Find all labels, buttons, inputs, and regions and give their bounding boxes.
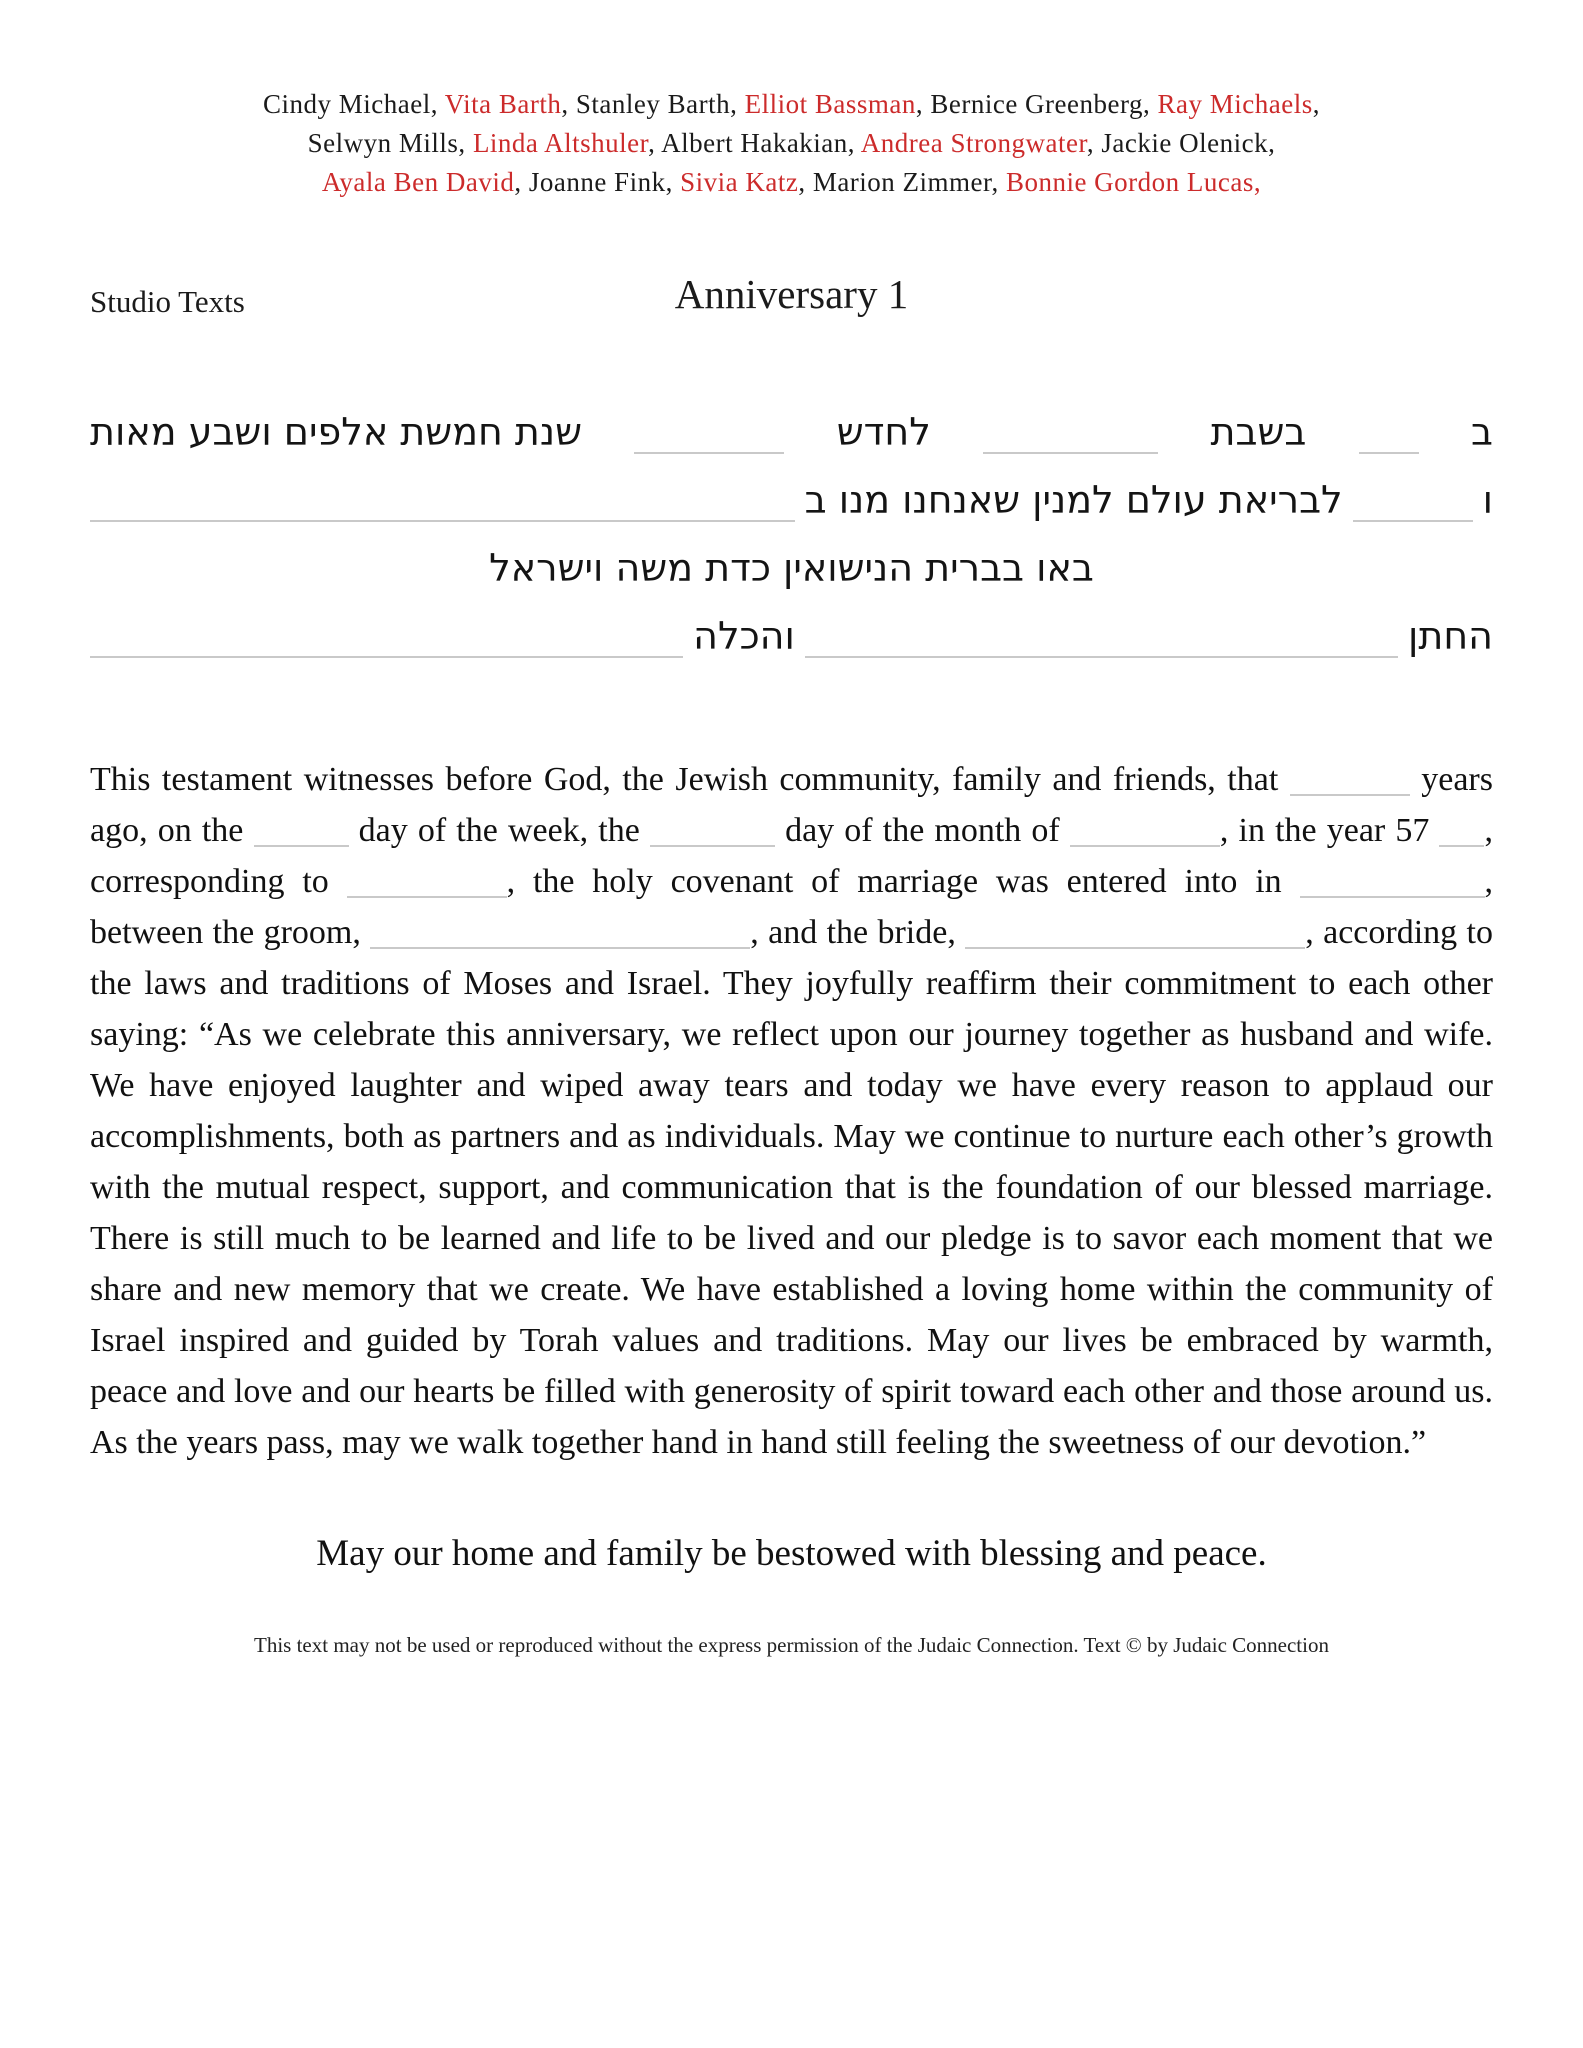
studio-texts-label: Studio Texts: [90, 284, 245, 320]
fill-in-blank: [347, 862, 507, 898]
artist-name: Linda Altshuler: [472, 128, 649, 159]
fill-in-blank: [370, 913, 750, 949]
hebrew-text: שנת חמשת אלפים ושבע מאות: [90, 410, 583, 455]
artist-names-line: [110, 85, 1473, 124]
fill-in-blank: [90, 624, 683, 658]
artist-names-list: [90, 85, 1493, 202]
artist-name: , Bernice Greenberg,: [915, 89, 1158, 119]
hebrew-line: [90, 540, 1493, 590]
title-row: [90, 270, 1493, 352]
fill-in-blank: [805, 624, 1398, 658]
hebrew-text: לבריאת עולם למנין שאנחנו מנו ב: [804, 478, 1343, 523]
fill-in-blank: [254, 811, 349, 847]
english-testament-paragraph: This testament witnesses before God, the Jewish community, family and friends, that years ago, on the day of the week, the day of the month of , in the year 57 , corresponding to , the holy covenant of marriage was entered into in , between the groom, , and the bride, , according to the laws and traditions of Moses and Israel. They joyfully reaffirm their commitment to each other saying: “As we celebrate this anniversary, we reflect upon our journey together as husband and wife. We have enjoyed laughter and wiped away tears and today we have every reason to applaud our accomplishments, both as partners and as individuals. May we continue to nurture each other’s growth with the mutual respect, support, and communication that is the foundation of our blessed marriage. There is still much to be learned and life to be lived and our pledge is to savor each moment that we share and new memory that we create. We have established a loving home within the community of Israel inspired and guided by Torah values and traditions. May our lives be embraced by warmth, peace and love and our hearts be filled with generosity of spirit toward each other and those around us. As the years pass, may we walk together hand in hand still feeling the sweetness of our devotion.”: [90, 761, 1493, 1462]
artist-name: , Stanley Barth,: [561, 89, 745, 119]
artist-name: Ray Michaels: [1157, 89, 1313, 119]
fill-in-blank: [1300, 862, 1485, 898]
hebrew-line: [90, 404, 1493, 454]
artist-names-line: [110, 124, 1473, 163]
fill-in-blank: [1359, 420, 1419, 454]
hebrew-text: בשבת: [1210, 410, 1307, 455]
artist-name: Cindy Michael,: [263, 89, 445, 119]
fill-in-blank: [965, 913, 1305, 949]
fill-in-blank: [983, 420, 1158, 454]
hebrew-fill-in-section: [90, 404, 1493, 658]
artist-name: Andrea Strongwater: [860, 128, 1087, 159]
artist-name: Bonnie Gordon Lucas,: [1005, 167, 1262, 198]
fill-in-blank: [634, 420, 784, 454]
artist-name: Ayala Ben David: [321, 167, 515, 198]
artist-name: ,: [1312, 89, 1320, 119]
artist-name: , Jackie Olenick,: [1086, 128, 1276, 159]
hebrew-text: לחדש: [836, 410, 931, 455]
artist-name: , Marion Zimmer,: [798, 167, 1006, 198]
fill-in-blank: [1353, 488, 1473, 522]
hebrew-text: באו בברית הנישואין כדת משה וישראל: [489, 546, 1094, 591]
hebrew-text: החתן: [1408, 614, 1493, 659]
hebrew-text: ו: [1482, 478, 1493, 523]
hebrew-line: [90, 608, 1493, 658]
artist-name: Vita Barth: [444, 89, 562, 119]
page-title: Anniversary 1: [674, 271, 909, 318]
fill-in-blank: [90, 488, 795, 522]
artist-names-line: [110, 163, 1473, 202]
copyright-notice: This text may not be used or reproduced without the express permission of the Judaic Connection. Text © by Judaic Connection: [254, 1633, 1329, 1658]
closing-blessing: May our home and family be bestowed with blessing and peace.: [316, 1533, 1267, 1575]
artist-name: Elliot Bassman: [744, 89, 916, 119]
fill-in-blank: [1070, 811, 1220, 847]
artist-name: Sivia Katz: [680, 167, 799, 198]
fill-in-blank: [1439, 811, 1484, 847]
artist-name: Selwyn Mills,: [307, 128, 473, 159]
hebrew-text: ב: [1471, 410, 1493, 455]
fill-in-blank: [650, 811, 775, 847]
hebrew-line: [90, 472, 1493, 522]
artist-name: , Joanne Fink,: [514, 167, 681, 198]
fill-in-blank: [1290, 760, 1410, 796]
artist-name: , Albert Hakakian,: [648, 128, 861, 159]
hebrew-text: והכלה: [693, 614, 795, 659]
